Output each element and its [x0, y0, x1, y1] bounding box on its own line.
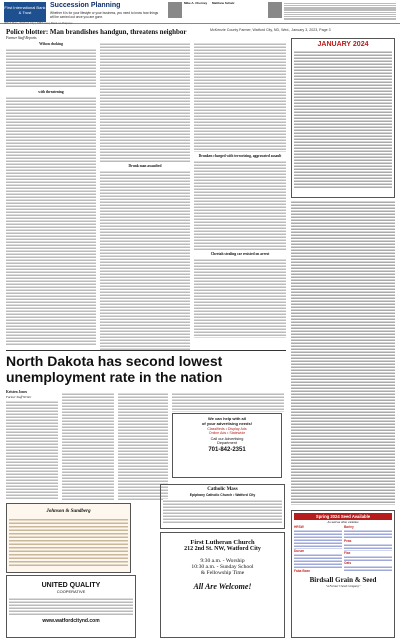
blotter-byline: Farmer Staff Reports [6, 36, 37, 40]
calendar-listing [294, 50, 392, 188]
subhead: Wilson choking [39, 42, 63, 46]
ad-text-block [9, 597, 133, 615]
subhead: Cheetah stealing car resisted on arrest [210, 252, 270, 256]
advertising-ad [172, 413, 282, 478]
bank-logo-text: First International Bank & Trust [4, 5, 46, 15]
banner-disclaimer [284, 2, 396, 22]
seed-company: Birdsall Grain & Seed [309, 576, 377, 584]
seed-category: Oats [344, 561, 352, 565]
church-name: First Lutheran Church [190, 539, 255, 546]
ad-line: of your advertising needs! [201, 421, 252, 426]
seed-tagline: "A Farmer's Seed Company" [325, 584, 361, 588]
text-block [6, 96, 96, 346]
page-info: McKenzie County Farmer, Watford City, ND, Wed., January 3, 2023, Page 3 [210, 28, 331, 32]
main-text-col-4 [172, 392, 284, 412]
blotter-headline: Police blotter: Man brandishes handgun, threatens neighbor [6, 28, 187, 36]
seed-category: Flax [344, 551, 351, 555]
subhead: Drunken charged with terrorizing, aggravated assault [198, 154, 282, 158]
blotter-column-1 [6, 42, 96, 347]
seed-category: Faba Bean [294, 569, 311, 573]
advisor-name: Mike A. Cherney [184, 1, 208, 5]
subhead: Drunk man assaulted [128, 164, 162, 168]
divider [6, 350, 286, 351]
seed-list [294, 553, 342, 569]
service-time: 9:30 a.m. - Worship [200, 558, 245, 564]
text-block [100, 42, 190, 162]
seed-list [344, 565, 392, 571]
seed-list [344, 529, 392, 539]
subhead: with threatening [38, 90, 64, 94]
main-text-col-2 [62, 392, 114, 500]
text-block [194, 258, 286, 338]
ad-line: Call our Advertising [210, 437, 244, 441]
seed-list [344, 543, 392, 551]
ad-church: Epiphany Catholic Church • Watford City [189, 493, 256, 497]
ad-text-block [9, 517, 128, 567]
calendar-continued [291, 200, 395, 505]
united-quality-ad [6, 575, 136, 638]
seed-category: HRSW [294, 525, 304, 529]
banner-subtitle: Whether it is for your lifestyle or your business, you need to know how things will be carried out once you are gone. [50, 11, 159, 19]
calendar-box [291, 38, 395, 198]
church-welcome: All Are Welcome! [193, 582, 252, 591]
ad-name: UNITED QUALITY [41, 582, 101, 589]
text-block [6, 48, 96, 88]
seed-category: Durum [294, 549, 305, 553]
advisor-card-2 [212, 2, 282, 22]
advisor-photo [268, 2, 282, 18]
banner-address: 305 6 Main, Watford City | FIBT.com | Bank on Purpose [4, 21, 73, 25]
ad-text-block [163, 499, 282, 523]
ad-line: Department [217, 441, 237, 445]
main-text-col-1 [6, 400, 58, 500]
ad-url: www.watfordcitynd.com [42, 618, 100, 624]
church-address: 212 2nd St. NW, Watford City [184, 546, 261, 552]
text-block [100, 170, 190, 350]
ad-line: Classifieds • Display Ads [207, 427, 247, 431]
advisor-name: Matthew Schatz [212, 1, 235, 5]
bank-logo [4, 2, 46, 22]
banner-title: Succession Planning [50, 2, 121, 9]
seed-category: Barley [344, 525, 354, 529]
ad-phone: 701-842-2351 [208, 447, 246, 453]
ad-line: We can help with all [208, 416, 246, 421]
ad-sub: COOPERATIVE [56, 589, 86, 594]
seed-category: Peas [344, 539, 352, 543]
advisor-card-1 [168, 2, 210, 22]
blotter-column-3 [194, 42, 286, 347]
main-headline: North Dakota has second lowest unemployment rate in the nation [6, 353, 223, 385]
seed-ad [291, 510, 395, 638]
main-byline-sub: Farmer Staff Writer [6, 395, 32, 399]
advisor-photo [168, 2, 182, 18]
text-block [194, 42, 286, 152]
service-time: & Fellowship Time [200, 570, 245, 576]
ad-name: Johnson & Sundberg [46, 509, 91, 514]
lutheran-church-ad [160, 532, 285, 638]
ad-title: Catholic Mass [207, 487, 238, 492]
text-block [194, 160, 286, 250]
seed-list [294, 529, 342, 549]
catholic-mass-ad [160, 484, 285, 529]
seed-title: Spring 2024 Seed Available [294, 513, 392, 520]
main-byline: Kristen Jones [6, 390, 28, 394]
seed-sub: As well as other varieties [327, 520, 359, 524]
service-time: 10:30 a.m. - Sunday School [191, 564, 254, 570]
ad-line: Online Ads • Statewide [208, 431, 246, 435]
calendar-title: JANUARY 2024 [317, 41, 369, 48]
johnson-sundberg-ad [6, 503, 131, 573]
blotter-column-2 [100, 42, 190, 347]
